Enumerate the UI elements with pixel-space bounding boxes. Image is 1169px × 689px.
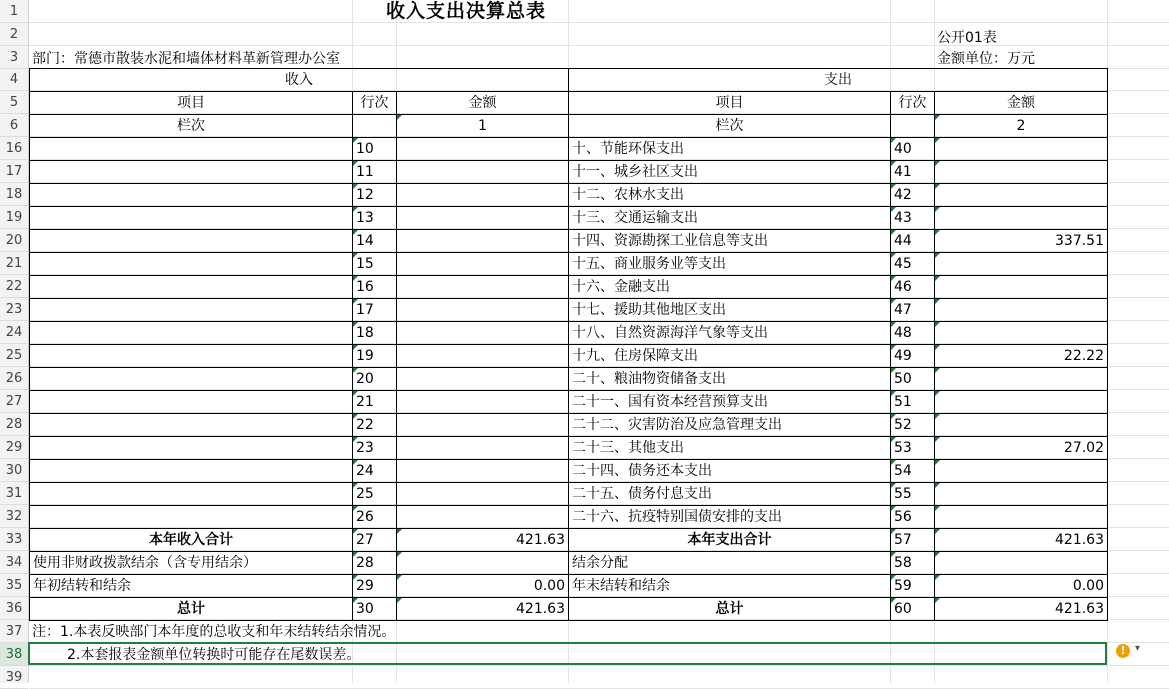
income-column-1[interactable]: 1	[396, 114, 569, 138]
expense-item-cell[interactable]: 二十五、债务付息支出	[568, 482, 891, 506]
row-number[interactable]: 28	[0, 413, 28, 436]
expense-item-cell[interactable]: 十九、住房保障支出	[568, 344, 891, 368]
cell-comment-marker	[353, 575, 358, 580]
income-rowno-blank[interactable]	[352, 114, 397, 138]
income-item-cell[interactable]	[29, 413, 353, 437]
income-rowno-cell[interactable]: 14	[352, 229, 397, 253]
income-amount-cell[interactable]	[396, 160, 569, 184]
cell-comment-marker	[935, 299, 940, 304]
cell-comment-marker	[891, 483, 896, 488]
income-item-cell[interactable]	[29, 321, 353, 345]
cell-comment-marker	[935, 161, 940, 166]
cell-comment-marker	[891, 138, 896, 143]
expense-rowno-cell[interactable]: 53	[890, 436, 935, 460]
expense-amount-cell[interactable]	[934, 275, 1108, 299]
row-number[interactable]: 4	[0, 68, 28, 91]
income-rowno-cell[interactable]: 17	[352, 298, 397, 322]
cell-comment-marker	[353, 460, 358, 465]
cell-comment-marker	[353, 161, 358, 166]
row-number[interactable]: 34	[0, 551, 28, 574]
cell-comment-marker	[353, 437, 358, 442]
cell-comment-marker	[891, 184, 896, 189]
expense-amount-cell[interactable]	[934, 298, 1108, 322]
error-warning-icon[interactable]: !	[1116, 644, 1130, 658]
income-item-cell[interactable]	[29, 482, 353, 506]
expense-amount-cell[interactable]	[934, 505, 1108, 529]
income-amount-cell[interactable]	[396, 229, 569, 253]
cell-comment-marker	[935, 207, 940, 212]
row-number[interactable]: 39	[0, 666, 28, 689]
gridline	[29, 22, 1169, 23]
cell-comment-marker	[891, 230, 896, 235]
income-amount-cell[interactable]	[396, 252, 569, 276]
summary-income-rowno[interactable]: 29	[352, 574, 397, 598]
cell-comment-marker	[353, 138, 358, 143]
expense-item-cell[interactable]: 十二、农林水支出	[568, 183, 891, 207]
cell-comment-marker	[353, 529, 358, 534]
cell-comment-marker	[935, 506, 940, 511]
income-amount-cell[interactable]	[396, 298, 569, 322]
expense-amount-cell[interactable]	[934, 390, 1108, 414]
expense-item-cell[interactable]: 十七、援助其他地区支出	[568, 298, 891, 322]
summary-expense-rowno[interactable]: 60	[890, 597, 935, 621]
cell-comment-marker	[935, 184, 940, 189]
cell-comment-marker	[353, 506, 358, 511]
row-number[interactable]: 18	[0, 183, 28, 206]
income-rowno-cell[interactable]: 21	[352, 390, 397, 414]
cell-comment-marker	[891, 575, 896, 580]
summary-income-label[interactable]: 使用非财政拨款结余（含专用结余）	[29, 551, 353, 575]
cell-comment-marker	[353, 253, 358, 258]
note-2[interactable]: 2.本套报表金额单位转换时可能存在尾数误差。	[67, 647, 361, 663]
expense-item-cell[interactable]: 十五、商业服务业等支出	[568, 252, 891, 276]
row-number[interactable]: 24	[0, 321, 28, 344]
cell-comment-marker	[891, 299, 896, 304]
income-amount-cell[interactable]	[396, 206, 569, 230]
expense-item-header[interactable]: 项目	[568, 91, 891, 115]
income-item-header[interactable]: 项目	[29, 91, 353, 115]
summary-expense-amount[interactable]: 421.63	[934, 597, 1108, 621]
expense-amount-cell[interactable]	[934, 367, 1108, 391]
cell-comment-marker	[891, 391, 896, 396]
income-item-cell[interactable]	[29, 344, 353, 368]
unit-label: 金额单位：万元	[937, 51, 1035, 67]
cell-comment-marker	[935, 115, 940, 120]
income-amount-cell[interactable]	[396, 183, 569, 207]
expense-rowno-cell[interactable]: 41	[890, 160, 935, 184]
income-rowno-cell[interactable]: 10	[352, 137, 397, 161]
income-rowno-cell[interactable]: 26	[352, 505, 397, 529]
row-number[interactable]: 22	[0, 275, 28, 298]
expense-amount-cell[interactable]: 337.51	[934, 229, 1108, 253]
income-amount-cell[interactable]	[396, 413, 569, 437]
cell-comment-marker	[891, 506, 896, 511]
cell-comment-marker	[891, 460, 896, 465]
cell-comment-marker	[353, 598, 358, 603]
expense-rowno-cell[interactable]: 46	[890, 275, 935, 299]
row-number[interactable]: 20	[0, 229, 28, 252]
income-item-cell[interactable]	[29, 367, 353, 391]
cell-comment-marker	[353, 184, 358, 189]
summary-income-rowno[interactable]: 30	[352, 597, 397, 621]
summary-expense-amount[interactable]	[934, 551, 1108, 575]
cell-comment-marker	[891, 276, 896, 281]
income-rowno-cell[interactable]: 22	[352, 413, 397, 437]
expense-item-cell[interactable]: 二十三、其他支出	[568, 436, 891, 460]
expense-rowno-cell[interactable]: 44	[890, 229, 935, 253]
expense-item-cell[interactable]: 二十、粮油物资储备支出	[568, 367, 891, 391]
income-rowno-cell[interactable]: 18	[352, 321, 397, 345]
row-number[interactable]: 26	[0, 367, 28, 390]
cell-comment-marker	[935, 138, 940, 143]
row-number[interactable]: 17	[0, 160, 28, 183]
summary-expense-label[interactable]: 本年支出合计	[568, 528, 891, 552]
row-number[interactable]: 35	[0, 574, 28, 597]
expense-amount-cell[interactable]	[934, 252, 1108, 276]
income-amount-cell[interactable]	[396, 505, 569, 529]
expense-item-cell[interactable]: 十、节能环保支出	[568, 137, 891, 161]
summary-income-label[interactable]: 年初结转和结余	[29, 574, 353, 598]
department-label: 部门：常德市散装水泥和墙体材料革新管理办公室	[32, 51, 340, 67]
income-rowno-cell[interactable]: 20	[352, 367, 397, 391]
income-rowno-cell[interactable]: 24	[352, 459, 397, 483]
summary-income-label[interactable]: 总计	[29, 597, 353, 621]
row-number[interactable]: 16	[0, 137, 28, 160]
income-rowno-cell[interactable]: 12	[352, 183, 397, 207]
expense-item-cell[interactable]: 十一、城乡社区支出	[568, 160, 891, 184]
expense-column-label[interactable]: 栏次	[568, 114, 891, 138]
income-item-cell[interactable]	[29, 137, 353, 161]
expense-item-cell[interactable]: 十八、自然资源海洋气象等支出	[568, 321, 891, 345]
cell-comment-marker	[353, 368, 358, 373]
row-number[interactable]: 30	[0, 459, 28, 482]
chevron-down-icon[interactable]: ▾	[1135, 643, 1141, 654]
expense-amount-cell[interactable]	[934, 321, 1108, 345]
row-number[interactable]: 36	[0, 597, 28, 620]
expense-rowno-cell[interactable]: 52	[890, 413, 935, 437]
income-amount-cell[interactable]	[396, 436, 569, 460]
cell-comment-marker	[353, 276, 358, 281]
row-number[interactable]: 1	[0, 0, 28, 23]
expense-amount-cell[interactable]	[934, 413, 1108, 437]
expense-item-cell[interactable]: 二十六、抗疫特别国债安排的支出	[568, 505, 891, 529]
expense-rowno-cell[interactable]: 55	[890, 482, 935, 506]
row-number[interactable]: 33	[0, 528, 28, 551]
expense-rowno-cell[interactable]: 42	[890, 183, 935, 207]
expense-rowno-cell[interactable]: 54	[890, 459, 935, 483]
cell-comment-marker	[353, 230, 358, 235]
cell-comment-marker	[935, 552, 940, 557]
summary-expense-label[interactable]: 年末结转和结余	[568, 574, 891, 598]
summary-expense-rowno[interactable]: 58	[890, 551, 935, 575]
income-amount-cell[interactable]	[396, 482, 569, 506]
income-rowno-cell[interactable]: 13	[352, 206, 397, 230]
income-item-cell[interactable]	[29, 252, 353, 276]
expense-rowno-header[interactable]: 行次	[890, 91, 935, 115]
expense-amount-cell[interactable]	[934, 206, 1108, 230]
expense-amount-header[interactable]: 金额	[934, 91, 1108, 115]
cell-comment-marker	[891, 253, 896, 258]
cell-comment-marker	[935, 391, 940, 396]
summary-expense-label[interactable]: 结余分配	[568, 551, 891, 575]
expense-item-cell[interactable]: 十四、资源勘探工业信息等支出	[568, 229, 891, 253]
income-amount-cell[interactable]	[396, 137, 569, 161]
income-rowno-cell[interactable]: 11	[352, 160, 397, 184]
cell-comment-marker	[353, 552, 358, 557]
cell-comment-marker	[935, 345, 940, 350]
expense-rowno-cell[interactable]: 49	[890, 344, 935, 368]
form-number: 公开01表	[937, 30, 997, 46]
expense-header[interactable]: 支出	[568, 68, 1108, 92]
cell-comment-marker	[935, 437, 940, 442]
income-item-cell[interactable]	[29, 183, 353, 207]
cell-comment-marker	[353, 391, 358, 396]
cell-comment-marker	[935, 230, 940, 235]
cell-comment-marker	[397, 552, 402, 557]
cell-comment-marker	[397, 529, 402, 534]
row-number[interactable]: 5	[0, 91, 28, 114]
cell-comment-marker	[935, 575, 940, 580]
cell-comment-marker	[353, 207, 358, 212]
income-item-cell[interactable]	[29, 298, 353, 322]
expense-amount-cell[interactable]	[934, 183, 1108, 207]
summary-income-label[interactable]: 本年收入合计	[29, 528, 353, 552]
cell-comment-marker	[935, 460, 940, 465]
expense-rowno-cell[interactable]: 56	[890, 505, 935, 529]
income-item-cell[interactable]	[29, 275, 353, 299]
expense-rowno-cell[interactable]: 50	[890, 367, 935, 391]
summary-expense-amount[interactable]: 421.63	[934, 528, 1108, 552]
summary-income-amount[interactable]: 0.00	[396, 574, 569, 598]
income-amount-cell[interactable]	[396, 275, 569, 299]
income-amount-header[interactable]: 金额	[396, 91, 569, 115]
cell-comment-marker	[935, 322, 940, 327]
expense-item-cell[interactable]: 二十四、债务还本支出	[568, 459, 891, 483]
income-rowno-header[interactable]: 行次	[352, 91, 397, 115]
expense-amount-cell[interactable]: 22.22	[934, 344, 1108, 368]
cell-comment-marker	[397, 598, 402, 603]
cell-comment-marker	[353, 414, 358, 419]
cell-comment-marker	[891, 322, 896, 327]
expense-rowno-cell[interactable]: 40	[890, 137, 935, 161]
row-number[interactable]: 31	[0, 482, 28, 505]
summary-expense-rowno[interactable]: 57	[890, 528, 935, 552]
summary-income-rowno[interactable]: 28	[352, 551, 397, 575]
cell-comment-marker	[935, 368, 940, 373]
cell-comment-marker	[397, 115, 402, 120]
row-number[interactable]: 21	[0, 252, 28, 275]
expense-rowno-blank[interactable]	[890, 114, 935, 138]
row-number[interactable]: 2	[0, 23, 28, 46]
cell-comment-marker	[891, 161, 896, 166]
expense-item-cell[interactable]: 十六、金融支出	[568, 275, 891, 299]
income-item-cell[interactable]	[29, 436, 353, 460]
summary-expense-rowno[interactable]: 59	[890, 574, 935, 598]
income-amount-cell[interactable]	[396, 321, 569, 345]
expense-column-2[interactable]: 2	[934, 114, 1108, 138]
income-item-cell[interactable]	[29, 206, 353, 230]
sheet-title: 收入支出决算总表	[386, 0, 547, 22]
cell-comment-marker	[353, 483, 358, 488]
cell-comment-marker	[891, 368, 896, 373]
row-number[interactable]: 37	[0, 620, 28, 643]
cell-comment-marker	[397, 575, 402, 580]
cell-comment-marker	[891, 207, 896, 212]
summary-income-amount[interactable]	[396, 551, 569, 575]
income-item-cell[interactable]	[29, 229, 353, 253]
income-item-cell[interactable]	[29, 160, 353, 184]
row-number[interactable]: 23	[0, 298, 28, 321]
income-amount-cell[interactable]	[396, 367, 569, 391]
row-number[interactable]: 38	[0, 643, 28, 666]
row-number[interactable]: 6	[0, 114, 28, 137]
cell-comment-marker	[891, 345, 896, 350]
income-amount-cell[interactable]	[396, 459, 569, 483]
expense-amount-cell[interactable]	[934, 137, 1108, 161]
cell-comment-marker	[891, 414, 896, 419]
income-item-cell[interactable]	[29, 459, 353, 483]
note-1: 注：1.本表反映部门本年度的总收支和年末结转结余情况。	[32, 624, 396, 640]
expense-amount-cell[interactable]: 27.02	[934, 436, 1108, 460]
summary-expense-amount[interactable]: 0.00	[934, 574, 1108, 598]
income-column-label[interactable]: 栏次	[29, 114, 353, 138]
row-number[interactable]: 19	[0, 206, 28, 229]
income-rowno-cell[interactable]: 15	[352, 252, 397, 276]
cell-comment-marker	[891, 552, 896, 557]
expense-item-cell[interactable]: 二十二、灾害防治及应急管理支出	[568, 413, 891, 437]
income-rowno-cell[interactable]: 19	[352, 344, 397, 368]
expense-rowno-cell[interactable]: 48	[890, 321, 935, 345]
income-item-cell[interactable]	[29, 505, 353, 529]
cell-comment-marker	[935, 253, 940, 258]
cell-comment-marker	[935, 483, 940, 488]
summary-income-rowno[interactable]: 27	[352, 528, 397, 552]
row-number[interactable]: 25	[0, 344, 28, 367]
income-rowno-cell[interactable]: 25	[352, 482, 397, 506]
row-number[interactable]: 32	[0, 505, 28, 528]
income-header[interactable]: 收入	[29, 68, 569, 92]
expense-amount-cell[interactable]	[934, 160, 1108, 184]
row-number[interactable]: 3	[0, 46, 28, 69]
income-rowno-cell[interactable]: 23	[352, 436, 397, 460]
row-number[interactable]: 29	[0, 436, 28, 459]
expense-rowno-cell[interactable]: 47	[890, 298, 935, 322]
expense-amount-cell[interactable]	[934, 459, 1108, 483]
cell-comment-marker	[891, 529, 896, 534]
selected-cell-outline[interactable]	[28, 642, 1107, 665]
cell-comment-marker	[935, 276, 940, 281]
cell-comment-marker	[935, 414, 940, 419]
cell-comment-marker	[935, 529, 940, 534]
expense-rowno-cell[interactable]: 43	[890, 206, 935, 230]
income-amount-cell[interactable]	[396, 390, 569, 414]
expense-rowno-cell[interactable]: 45	[890, 252, 935, 276]
cell-comment-marker	[353, 322, 358, 327]
expense-rowno-cell[interactable]: 51	[890, 390, 935, 414]
cell-comment-marker	[935, 598, 940, 603]
expense-amount-cell[interactable]	[934, 482, 1108, 506]
expense-item-cell[interactable]: 二十一、国有资本经营预算支出	[568, 390, 891, 414]
income-amount-cell[interactable]	[396, 344, 569, 368]
expense-item-cell[interactable]: 十三、交通运输支出	[568, 206, 891, 230]
summary-income-amount[interactable]: 421.63	[396, 597, 569, 621]
income-rowno-cell[interactable]: 16	[352, 275, 397, 299]
summary-income-amount[interactable]: 421.63	[396, 528, 569, 552]
income-item-cell[interactable]	[29, 390, 353, 414]
cell-comment-marker	[353, 299, 358, 304]
cell-comment-marker	[353, 345, 358, 350]
row-number[interactable]: 27	[0, 390, 28, 413]
cell-comment-marker	[891, 598, 896, 603]
cell-comment-marker	[891, 437, 896, 442]
summary-expense-label[interactable]: 总计	[568, 597, 891, 621]
